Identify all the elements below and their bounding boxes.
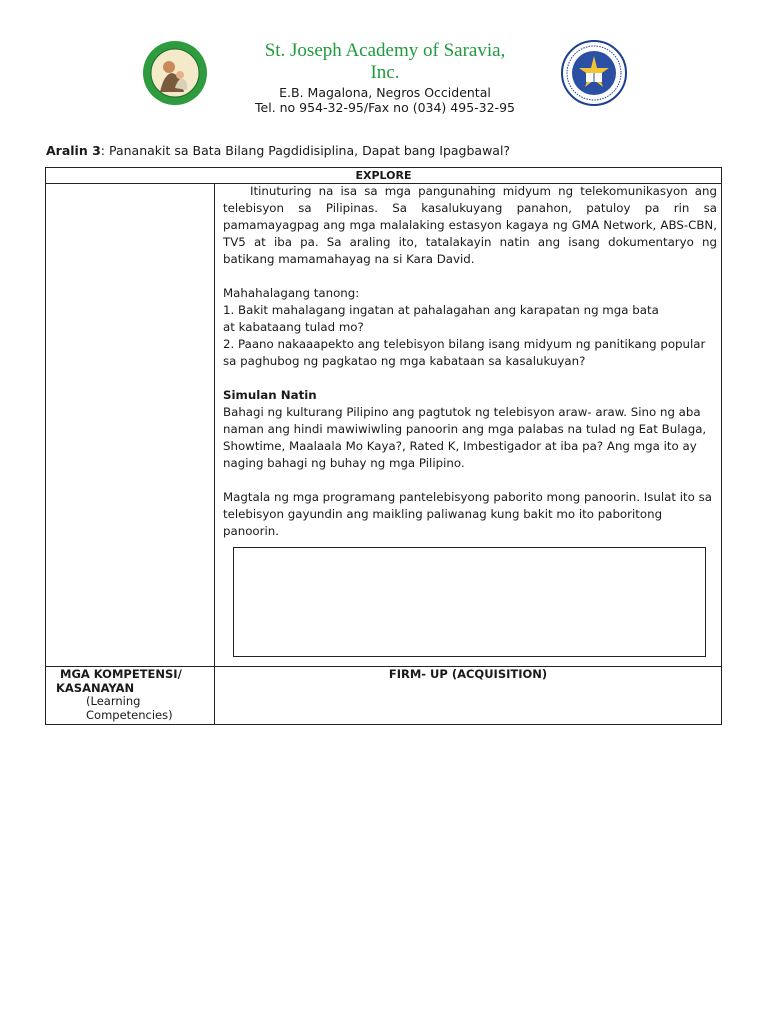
column-divider [214, 183, 215, 724]
competency-line2: KASANAYAN [56, 680, 135, 695]
explore-header: EXPLORE [46, 168, 721, 184]
questions-label: Mahahalagang tanong: [223, 286, 360, 300]
lesson-table [45, 167, 722, 725]
school-name-line1: St. Joseph Academy of Saravia, [264, 40, 506, 61]
competency-line3: (Learning [86, 694, 141, 708]
question-1-line1: 1. Bakit mahalagang ingatan at pahalagahan ang karapatan ng mga bata [223, 303, 659, 317]
simulan-paragraph: Bahagi ng kulturang Pilipino ang pagtutok ng telebisyon araw- araw. Sino ng aba naman ang hindi mawiwiwling panoorin ang mga palabas na tulad ng Eat Bulaga, Showtime, Maalaala Mo Kaya?, Rated K, Imbestigador at iba pa? Ang mga ito ay naging bahagi ng buhay ng mga Pilipino. [223, 405, 707, 470]
lesson-label: Aralin 3 [46, 143, 101, 158]
lesson-title-text: : Pananakit sa Bata Bilang Pagdidisiplina, Dapat bang Ipagbawal? [100, 143, 511, 158]
simulan-heading: Simulan Natin [223, 388, 317, 402]
explore-content [223, 183, 717, 540]
competency-label [46, 668, 214, 722]
school-contact: Tel. no 954-32-95/Fax no (034) 495-32-95 [255, 100, 515, 115]
answer-box[interactable] [233, 547, 706, 657]
school-name [228, 40, 542, 84]
intro-paragraph: Itinuturing na isa sa mga pangunahing midyum ng telekomunikasyon ang telebisyon sa Pilipinas. Sa kasalukuyang panahon, patuloy pa rin sa pamamayagpag ang mga malalaking estasyon kagaya ng GMA Network, ABS-CBN, TV5 at iba pa. Sa araling ito, tatalakayin natin ang isang dokumentaryo ng batikang mamamahayag na si Kara David. [223, 184, 717, 266]
school-address-block [228, 85, 542, 115]
lesson-title [46, 143, 510, 158]
school-address: E.B. Magalona, Negros Occidental [279, 85, 491, 100]
school-seal-logo [142, 40, 208, 106]
firm-up-header: FIRM- UP (ACQUISITION) [388, 667, 548, 681]
deped-seal-logo [561, 40, 627, 106]
question-1-line2: at kabataang tulad mo? [223, 320, 364, 334]
question-2: 2. Paano nakaaapekto ang telebisyon bilang isang midyum ng panitikang popular sa paghubog ng pagkatao ng mga kabataan sa kasalukuyan? [223, 337, 706, 368]
document-header [0, 0, 768, 125]
competency-line1: MGA KOMPETENSI/ [60, 667, 182, 681]
competency-line4: Competencies) [86, 707, 173, 722]
task-paragraph: Magtala ng mga programang pantelebisyong paborito mong panoorin. Isulat ito sa telebisyon gayundin ang maikling paliwanag kung bakit mo ito paboritong panoorin. [223, 490, 712, 538]
school-name-line2: Inc. [370, 62, 400, 83]
